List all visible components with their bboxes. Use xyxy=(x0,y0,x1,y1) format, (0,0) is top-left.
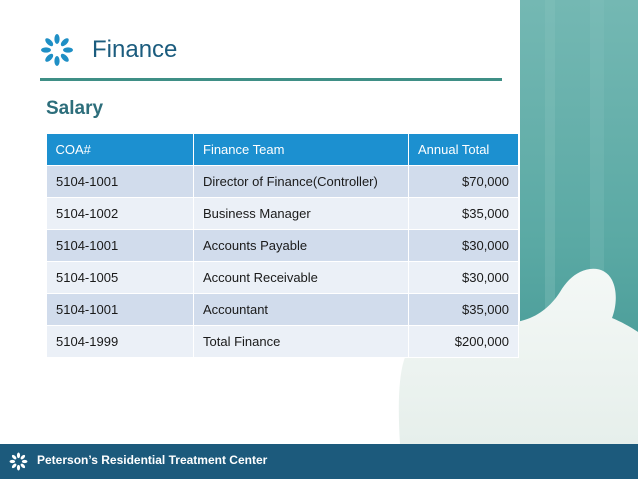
cell-coa: 5104-1001 xyxy=(47,166,194,198)
table-row xyxy=(47,198,519,230)
cell-coa: 5104-1005 xyxy=(47,262,194,294)
slide-title: Finance xyxy=(92,36,178,63)
cell-coa: 5104-1002 xyxy=(47,198,194,230)
starburst-logo-icon xyxy=(9,452,28,471)
cell-annual-total: $30,000 xyxy=(409,262,519,294)
salary-table xyxy=(46,134,519,358)
cell-annual-total: $35,000 xyxy=(409,294,519,326)
footer-org-name: Peterson’s Residential Treatment Center xyxy=(37,453,268,467)
cell-finance-team: Director of Finance(Controller) xyxy=(194,166,409,198)
column-header-annual-total: Annual Total xyxy=(409,134,519,166)
column-header-finance-team: Finance Team xyxy=(194,134,409,166)
cell-coa: 5104-1999 xyxy=(47,326,194,358)
table-header-row xyxy=(47,134,519,166)
table-row xyxy=(47,230,519,262)
cell-finance-team: Account Receivable xyxy=(194,262,409,294)
cell-coa: 5104-1001 xyxy=(47,294,194,326)
table-row xyxy=(47,262,519,294)
cell-annual-total: $200,000 xyxy=(409,326,519,358)
cell-finance-team: Total Finance xyxy=(194,326,409,358)
cell-finance-team: Accounts Payable xyxy=(194,230,409,262)
cell-annual-total: $70,000 xyxy=(409,166,519,198)
section-heading: Salary xyxy=(46,98,104,119)
table-row-total xyxy=(47,326,519,358)
cell-finance-team: Accountant xyxy=(194,294,409,326)
column-header-coa: COA# xyxy=(47,134,194,166)
cell-annual-total: $30,000 xyxy=(409,230,519,262)
table-row xyxy=(47,166,519,198)
cell-annual-total: $35,000 xyxy=(409,198,519,230)
cell-finance-team: Business Manager xyxy=(194,198,409,230)
starburst-logo-icon xyxy=(40,33,74,67)
cell-coa: 5104-1001 xyxy=(47,230,194,262)
table-row xyxy=(47,294,519,326)
title-divider xyxy=(40,78,502,81)
